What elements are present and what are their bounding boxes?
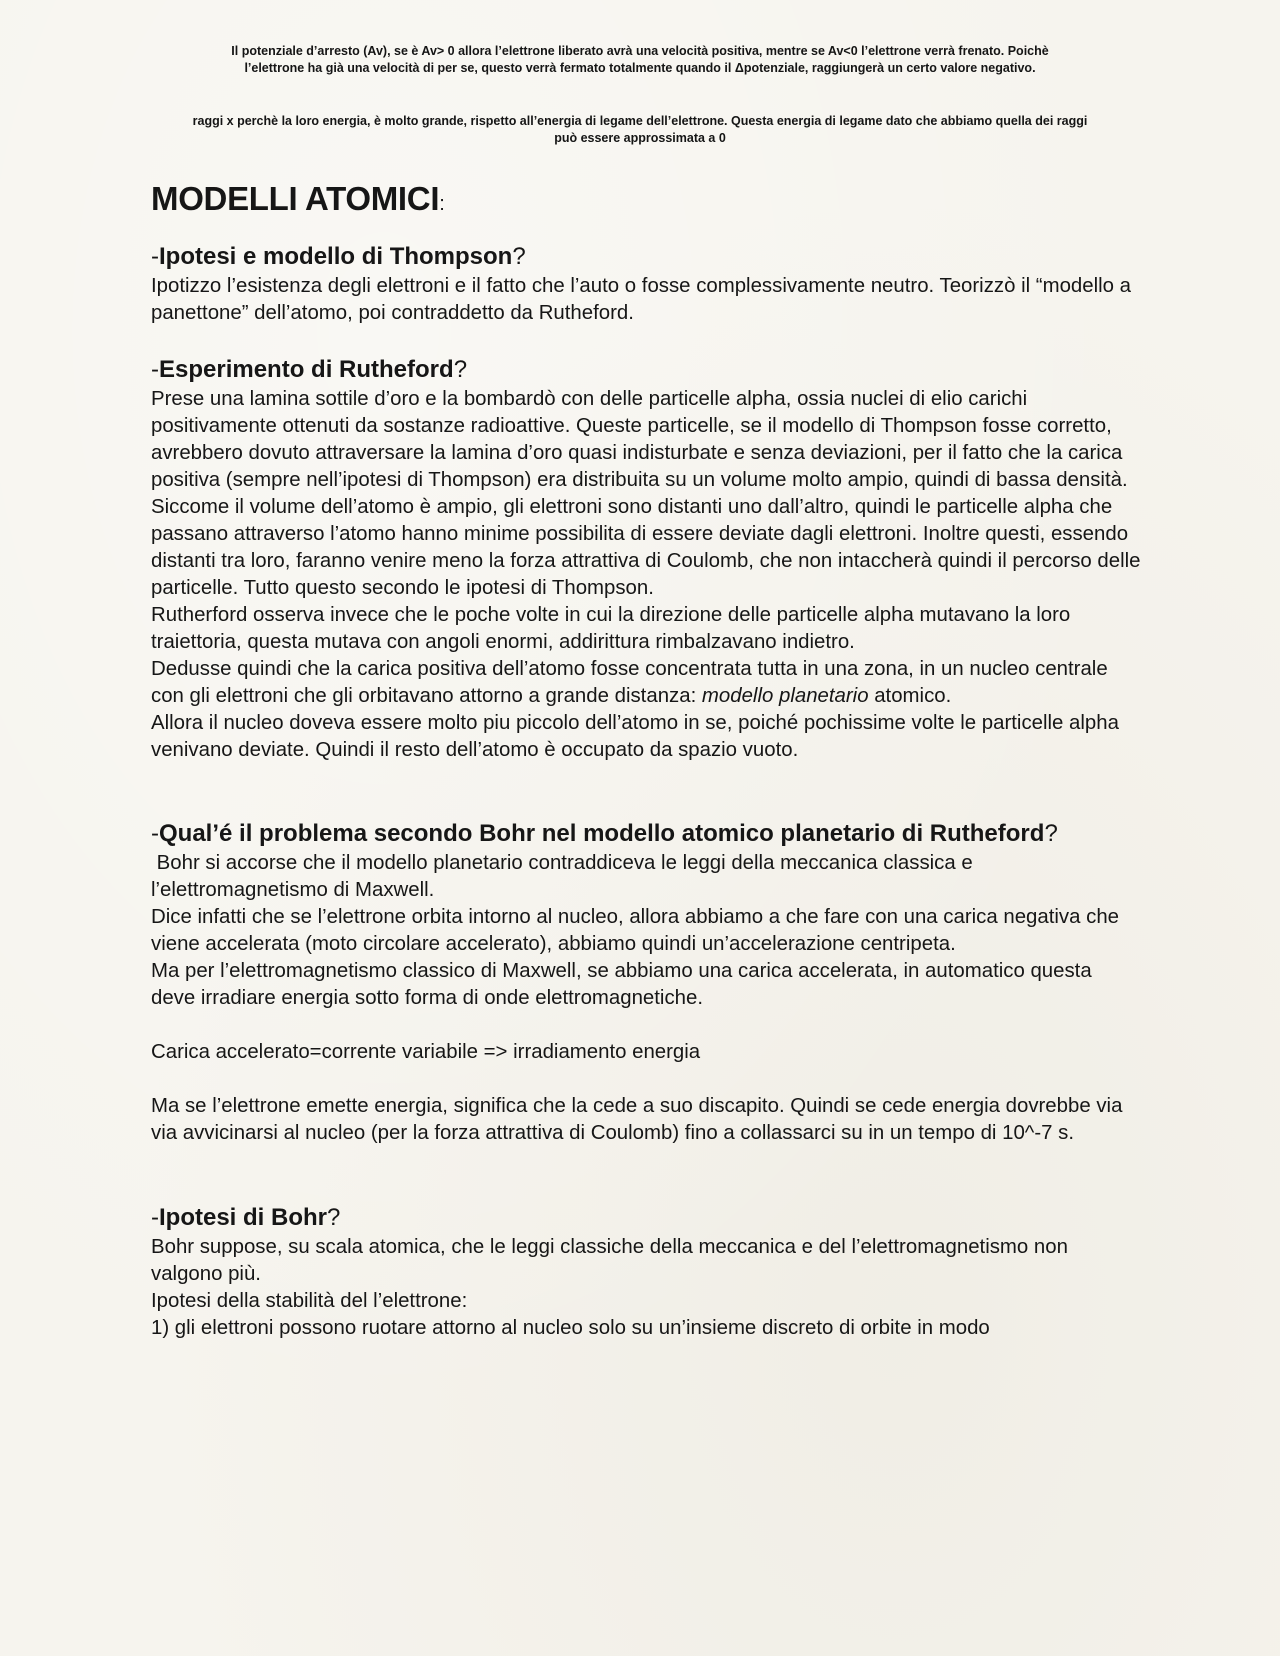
heading-question-mark: ? bbox=[327, 1204, 341, 1231]
heading-question-mark: ? bbox=[512, 243, 526, 270]
page-title bbox=[151, 176, 1141, 227]
header-note-xrays bbox=[130, 113, 1150, 147]
section-rutheford-experiment bbox=[151, 354, 1141, 764]
document-body bbox=[151, 176, 1141, 1342]
paragraph-formula: Carica accelerato=corrente variabile => irradiamento energia bbox=[151, 1041, 701, 1063]
emphasis-planetary-model: modello planetario bbox=[701, 685, 869, 707]
section-heading bbox=[151, 354, 1141, 386]
section-heading bbox=[151, 241, 1141, 273]
paragraph: Ma se l’elettrone emette energia, significa che la cede a suo discapito. Quindi se cede energia dovrebbe via via avvicinarsi al nucleo (per la forza attrattiva di Coulomb) fino a collassarci su in un tempo di 10^-7 s. bbox=[151, 1095, 1123, 1144]
heading-question-mark: ? bbox=[453, 356, 468, 383]
paragraph: Ipotesi della stabilità del l’elettrone: bbox=[151, 1290, 468, 1312]
section-heading bbox=[151, 1202, 1141, 1234]
paragraph-text: Dedusse quindi che la carica positiva dell’atomo fosse concentrata tutta in una zona, in un nucleo centrale con gli elettroni che gli orbitavano attorno a grande distanza: bbox=[151, 658, 1108, 707]
heading-text: Qual’é il problema secondo Bohr nel modello atomico planetario di Rutheford bbox=[159, 820, 1045, 847]
header-note-photoelectric bbox=[150, 43, 1130, 77]
heading-dash: - bbox=[151, 356, 159, 383]
heading-question-mark: ? bbox=[1044, 820, 1058, 847]
heading-text: Ipotesi di Bohr bbox=[159, 1204, 327, 1231]
heading-dash: - bbox=[151, 820, 159, 847]
paragraph: Bohr si accorse che il modello planetario contraddiceva le leggi della meccanica classica e l’elettromagnetismo di Maxwell. bbox=[151, 852, 979, 901]
header-note-line: l’elettrone ha già una velocità di per se, questo verrà fermato totalmente quando il Δpotenziale, raggiungerà un certo valore negativo. bbox=[244, 61, 1036, 75]
paragraph: Dice infatti che se l’elettrone orbita intorno al nucleo, allora abbiamo a che fare con una carica negativa che viene accelerata (moto circolare accelerato), abbiamo quindi un’accelerazione centripeta. bbox=[151, 906, 1119, 955]
page-title-text: MODELLI ATOMICI bbox=[151, 180, 440, 217]
paragraph: Ma per l’elettromagnetismo classico di Maxwell, se abbiamo una carica accelerata, in automatico questa deve irradiare energia sotto forma di onde elettromagnetiche. bbox=[151, 960, 1092, 1009]
header-note-line: Il potenziale d’arresto (Av), se è Av> 0 allora l’elettrone liberato avrà una velocità positiva, mentre se Av<0 l’elettrone verrà frenato. Poichè bbox=[231, 44, 1049, 58]
heading-dash: - bbox=[151, 1204, 159, 1231]
paragraph: Allora il nucleo doveva essere molto piu piccolo dell’atomo in se, poiché pochissime volte le particelle alpha venivano deviate. Quindi il resto dell’atomo è occupato da spazio vuoto. bbox=[151, 712, 1119, 761]
heading-text: Ipotesi e modello di Thompson bbox=[159, 243, 513, 270]
paragraph-text: atomico. bbox=[868, 685, 952, 707]
heading-dash: - bbox=[151, 243, 159, 270]
paragraph: Prese una lamina sottile d’oro e la bombardò con delle particelle alpha, ossia nuclei di elio carichi positivamente ottenuti da sostanze radioattive. Queste particelle, se il modello di Thompson fosse corretto, avrebbero dovuto attraversare la lamina d’oro quasi indisturbate e senza deviazioni, per il fatto che la carica positiva (sempre nell’ipotesi di Thompson) era distribuita su un volume molto ampio, quindi di bassa densità. Siccome il volume dell’atomo è ampio, gli elettroni sono distanti uno dall’altro, quindi le particelle alpha che passano attraverso l’atomo hanno minime possibilita di essere deviate dagli elettroni. Inoltre questi, essendo distanti tra loro, faranno venire meno la forza attrattiva di Coulomb, che non intaccherà quindi il percorso delle particelle. Tutto questo secondo le ipotesi di Thompson. bbox=[151, 388, 1141, 599]
paragraph: Ipotizzo l’esistenza degli elettroni e il fatto che l’auto o fosse complessivamente neutro. Teorizzò il “modello a panettone” dell’atomo, poi contraddetto da Rutheford. bbox=[151, 275, 1132, 324]
section-bohr-hypothesis bbox=[151, 1202, 1141, 1342]
header-note-line: raggi x perchè la loro energia, è molto grande, rispetto all’energia di legame dell’elettrone. Questa energia di legame dato che abbiamo quella dei raggi bbox=[192, 114, 1088, 128]
list-item: 1) gli elettroni possono ruotare attorno al nucleo solo su un’insieme discreto di orbite in modo bbox=[151, 1317, 990, 1339]
paragraph-planetary-model bbox=[151, 656, 1141, 710]
section-bohr-problem bbox=[151, 818, 1141, 1147]
header-note-line: può essere approssimata a 0 bbox=[554, 131, 726, 145]
section-heading bbox=[151, 818, 1141, 850]
paragraph: Rutherford osserva invece che le poche volte in cui la direzione delle particelle alpha mutavano la loro traiettoria, questa mutava con angoli enormi, addirittura rimbalzavano indietro. bbox=[151, 604, 1071, 653]
paragraph: Bohr suppose, su scala atomica, che le leggi classiche della meccanica e del l’elettromagnetismo non valgono più. bbox=[151, 1236, 1068, 1285]
section-thompson bbox=[151, 241, 1141, 327]
page-title-colon: : bbox=[439, 193, 445, 215]
heading-text: Esperimento di Rutheford bbox=[159, 356, 454, 383]
